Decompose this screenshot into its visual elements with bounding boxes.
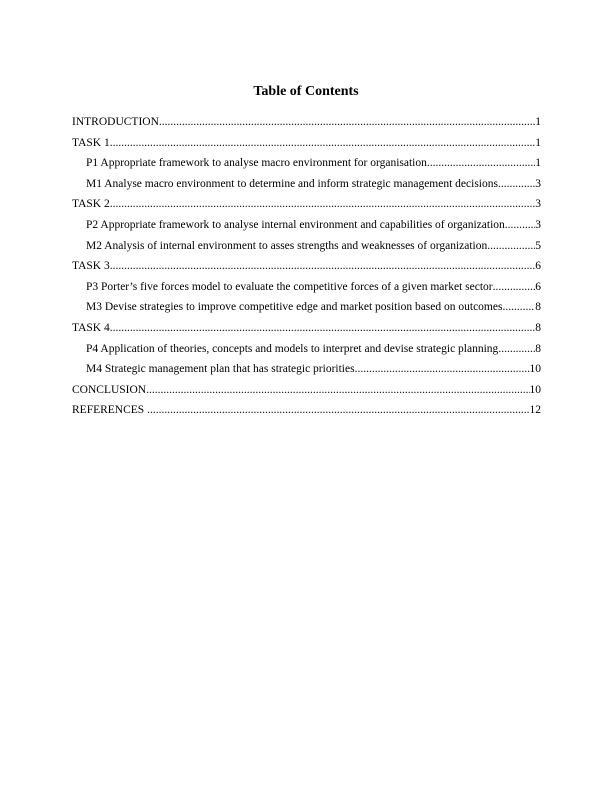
toc-dot-leader — [159, 112, 535, 133]
toc-entry-page: 3 — [535, 177, 541, 190]
toc-entry-label: TASK 3 — [72, 260, 110, 273]
toc-entry-page: 1 — [535, 116, 541, 128]
toc-entry-label: M2 Analysis of internal environment to asses strengths and weaknesses of organization — [86, 239, 488, 252]
toc-entry-page: 10 — [529, 363, 541, 376]
toc-dot-leader — [487, 236, 535, 257]
toc-dot-leader — [493, 277, 536, 298]
toc-entry-introduction[interactable] — [72, 112, 541, 133]
toc-entry-page: 8 — [535, 342, 541, 355]
toc-entry-label: M3 Devise strategies to improve competitive edge and market position based on outcomes — [86, 301, 503, 314]
toc-list — [72, 112, 541, 421]
toc-entry-m2[interactable] — [72, 236, 541, 257]
toc-entry-p3[interactable] — [72, 277, 541, 298]
toc-entry-p4[interactable] — [72, 339, 541, 360]
toc-dot-leader — [498, 174, 535, 195]
toc-dot-leader — [427, 153, 535, 174]
toc-entry-m1[interactable] — [72, 174, 541, 195]
toc-entry-page: 10 — [529, 383, 541, 396]
toc-dot-leader — [146, 380, 529, 401]
toc-entry-page: 8 — [535, 301, 541, 314]
toc-entry-p2[interactable] — [72, 215, 541, 236]
toc-entry-task-2[interactable] — [72, 194, 541, 215]
toc-entry-label: M4 Strategic management plan that has strategic priorities — [86, 363, 355, 376]
toc-title: Table of Contents — [253, 84, 359, 99]
toc-dot-leader — [110, 133, 536, 154]
toc-entry-label: P2 Appropriate framework to analyse internal environment and capabilities of organization — [86, 218, 505, 231]
toc-dot-leader — [355, 359, 530, 380]
toc-entry-page: 12 — [529, 404, 541, 417]
toc-entry-page: 3 — [535, 198, 541, 211]
toc-entry-page: 3 — [535, 218, 541, 231]
toc-entry-label: P3 Porter’s five forces model to evaluate the competitive forces of a given market sector — [86, 280, 493, 293]
toc-dot-leader — [502, 297, 535, 318]
toc-entry-m3[interactable] — [72, 297, 541, 318]
toc-entry-label: TASK 4 — [72, 321, 110, 334]
toc-entry-label: CONCLUSION — [72, 383, 147, 396]
toc-entry-page: 6 — [535, 280, 541, 293]
toc-entry-label: TASK 1 — [72, 136, 110, 149]
toc-entry-page: 6 — [535, 260, 541, 273]
toc-entry-page: 1 — [535, 157, 541, 170]
toc-dot-leader — [110, 318, 536, 339]
toc-entry-conclusion[interactable] — [72, 380, 541, 401]
toc-entry-label: TASK 2 — [72, 198, 110, 211]
toc-entry-p1[interactable] — [72, 153, 541, 174]
toc-dot-leader — [110, 256, 536, 277]
toc-entry-page: 8 — [535, 321, 541, 334]
toc-entry-references[interactable] — [72, 400, 541, 421]
toc-dot-leader — [147, 400, 529, 421]
toc-entry-task-4[interactable] — [72, 318, 541, 339]
toc-dot-leader — [498, 339, 535, 360]
toc-dot-leader — [505, 215, 535, 236]
toc-entry-page: 5 — [535, 239, 541, 252]
toc-entry-task-3[interactable] — [72, 256, 541, 277]
toc-entry-label: P4 Application of theories, concepts and models to interpret and devise strategic planning — [86, 342, 499, 355]
toc-entry-page: 1 — [535, 136, 541, 149]
toc-dot-leader — [110, 194, 536, 215]
toc-entry-label: P1 Appropriate framework to analyse macro environment for organisation — [86, 157, 427, 170]
toc-entry-task-1[interactable] — [72, 133, 541, 154]
toc-entry-label: INTRODUCTION — [72, 116, 159, 128]
toc-entry-label: REFERENCES — [72, 404, 148, 417]
toc-entry-m4[interactable] — [72, 359, 541, 380]
toc-entry-label: M1 Analyse macro environment to determine and inform strategic management decisions — [86, 177, 498, 190]
